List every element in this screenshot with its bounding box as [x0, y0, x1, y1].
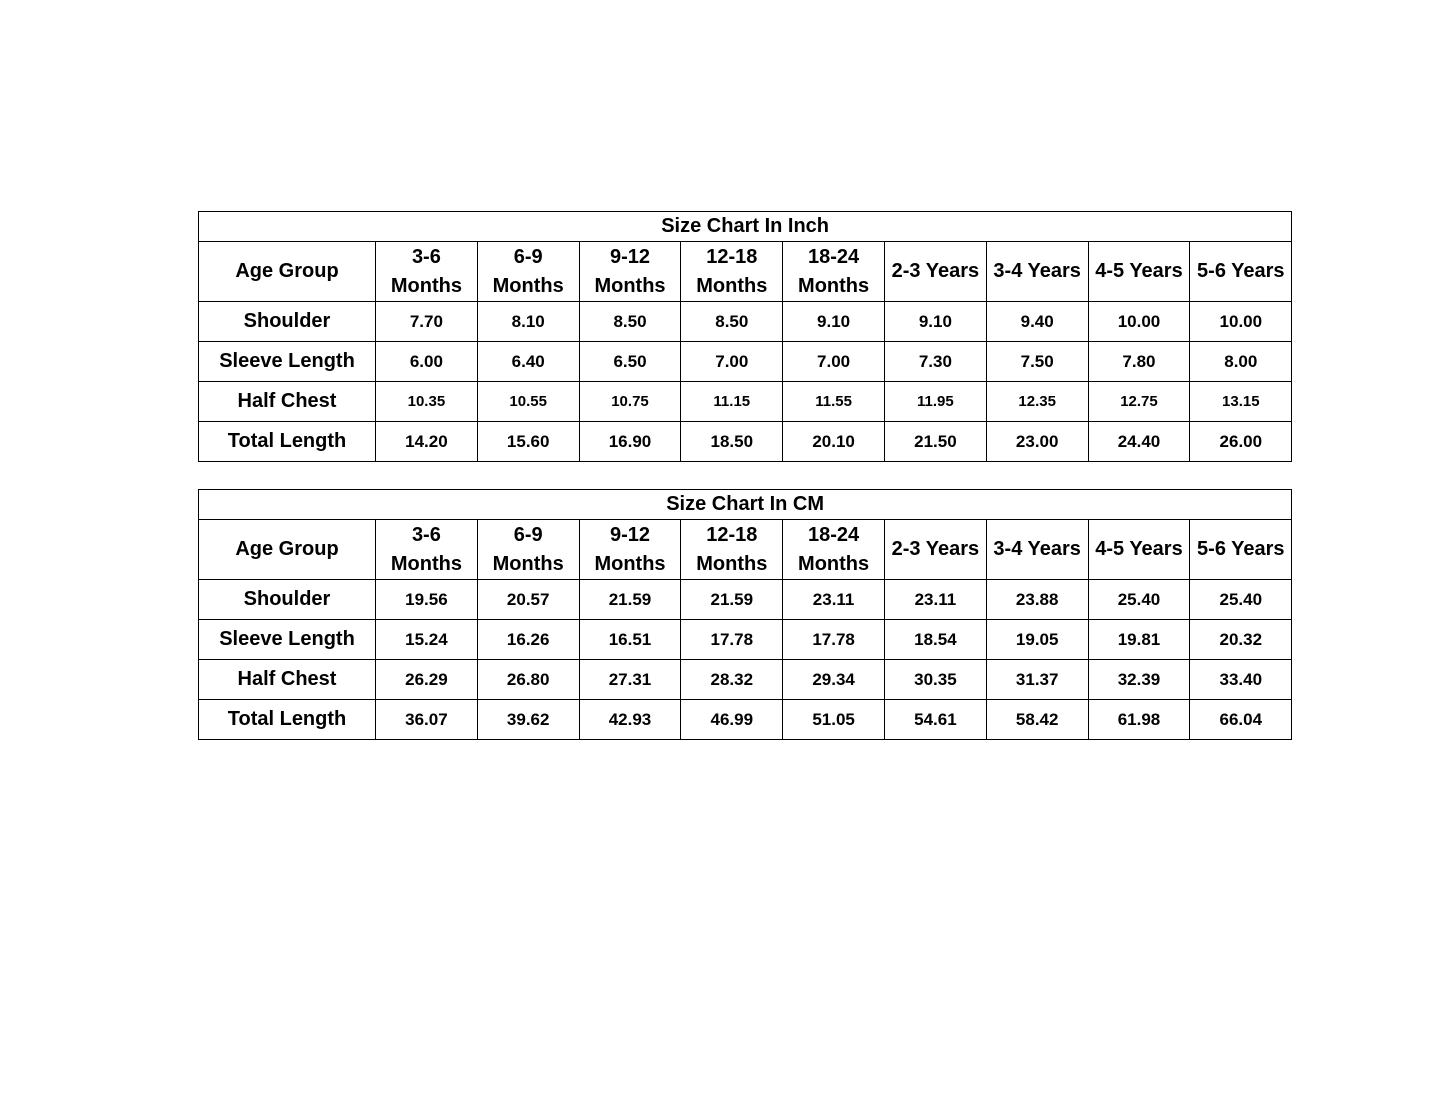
- table-row: [199, 620, 1292, 660]
- measurement-cell: 20.10: [783, 422, 885, 462]
- measurement-cell: 11.55: [783, 382, 885, 422]
- measurement-cell: 25.40: [1088, 580, 1190, 620]
- measurement-cell: 19.81: [1088, 620, 1190, 660]
- age-column-header: [783, 520, 885, 580]
- age-range-label: 9-12: [609, 245, 650, 268]
- measurement-cell: 17.78: [783, 620, 885, 660]
- measurement-cell: 27.31: [579, 660, 681, 700]
- measurement-cell: 9.10: [884, 302, 986, 342]
- age-unit-label: Months: [492, 274, 564, 297]
- size-chart-cm-table: [198, 489, 1292, 740]
- measurement-cell: 10.00: [1190, 302, 1292, 342]
- measurement-cell: 16.51: [579, 620, 681, 660]
- row-label: Shoulder: [199, 580, 376, 620]
- age-group-header: Age Group: [199, 520, 376, 580]
- measurement-cell: 16.26: [477, 620, 579, 660]
- measurement-cell: 8.50: [681, 302, 783, 342]
- age-unit-label: Months: [798, 552, 870, 575]
- age-column-header: [579, 520, 681, 580]
- age-column-header: [477, 242, 579, 302]
- measurement-cell: 32.39: [1088, 660, 1190, 700]
- measurement-cell: 66.04: [1190, 700, 1292, 740]
- table-row: [199, 342, 1292, 382]
- age-unit-label: Months: [696, 552, 768, 575]
- measurement-cell: 25.40: [1190, 580, 1292, 620]
- measurement-cell: 11.15: [681, 382, 783, 422]
- measurement-cell: 21.50: [884, 422, 986, 462]
- table-row: [199, 302, 1292, 342]
- measurement-cell: 10.55: [477, 382, 579, 422]
- measurement-cell: 18.50: [681, 422, 783, 462]
- measurement-cell: 31.37: [986, 660, 1088, 700]
- measurement-cell: 21.59: [579, 580, 681, 620]
- measurement-cell: 61.98: [1088, 700, 1190, 740]
- measurement-cell: 9.10: [783, 302, 885, 342]
- row-label: Half Chest: [199, 660, 376, 700]
- age-column-header: [681, 242, 783, 302]
- measurement-cell: 10.00: [1088, 302, 1190, 342]
- age-column-header: [579, 242, 681, 302]
- measurement-cell: 58.42: [986, 700, 1088, 740]
- table-row: [199, 382, 1292, 422]
- age-unit-label: Months: [492, 552, 564, 575]
- measurement-cell: 26.29: [376, 660, 478, 700]
- age-range-label: 18-24: [808, 245, 860, 268]
- measurement-cell: 23.11: [783, 580, 885, 620]
- age-unit-label: Months: [390, 274, 462, 297]
- age-column-header: [884, 242, 986, 302]
- age-column-header: [681, 520, 783, 580]
- measurement-cell: 20.57: [477, 580, 579, 620]
- measurement-cell: 21.59: [681, 580, 783, 620]
- age-range-label: 3-4 Years: [993, 538, 1081, 560]
- measurement-cell: 51.05: [783, 700, 885, 740]
- row-label: Sleeve Length: [199, 342, 376, 382]
- measurement-cell: 7.70: [376, 302, 478, 342]
- age-range-label: 12-18: [706, 523, 758, 546]
- measurement-cell: 10.75: [579, 382, 681, 422]
- measurement-cell: 8.50: [579, 302, 681, 342]
- age-column-header: [477, 520, 579, 580]
- age-range-label: 5-6 Years: [1197, 260, 1285, 282]
- age-column-header: [1190, 242, 1292, 302]
- table-row: [199, 700, 1292, 740]
- measurement-cell: 17.78: [681, 620, 783, 660]
- age-range-label: 4-5 Years: [1095, 260, 1183, 282]
- age-range-label: 5-6 Years: [1197, 538, 1285, 560]
- size-chart-inch-table: [198, 211, 1292, 462]
- table-title: Size Chart In CM: [199, 490, 1292, 520]
- age-range-label: 2-3 Years: [891, 260, 980, 282]
- age-column-header: [1088, 242, 1190, 302]
- row-label: Shoulder: [199, 302, 376, 342]
- measurement-cell: 15.24: [376, 620, 478, 660]
- age-column-header: [783, 242, 885, 302]
- measurement-cell: 13.15: [1190, 382, 1292, 422]
- age-range-label: 3-6: [411, 245, 441, 268]
- age-range-label: 3-6: [411, 523, 441, 546]
- measurement-cell: 12.35: [986, 382, 1088, 422]
- age-range-label: 12-18: [706, 245, 758, 268]
- measurement-cell: 18.54: [884, 620, 986, 660]
- age-range-label: 3-4 Years: [993, 260, 1081, 282]
- age-column-header: [1088, 520, 1190, 580]
- measurement-cell: 33.40: [1190, 660, 1292, 700]
- measurement-cell: 26.00: [1190, 422, 1292, 462]
- measurement-cell: 6.40: [477, 342, 579, 382]
- measurement-cell: 6.50: [579, 342, 681, 382]
- measurement-cell: 10.35: [376, 382, 478, 422]
- measurement-cell: 16.90: [579, 422, 681, 462]
- measurement-cell: 7.00: [681, 342, 783, 382]
- measurement-cell: 39.62: [477, 700, 579, 740]
- table-row: [199, 660, 1292, 700]
- row-label: Half Chest: [199, 382, 376, 422]
- measurement-cell: 28.32: [681, 660, 783, 700]
- table-row: [199, 422, 1292, 462]
- row-label: Total Length: [199, 700, 376, 740]
- measurement-cell: 42.93: [579, 700, 681, 740]
- measurement-cell: 7.80: [1088, 342, 1190, 382]
- measurement-cell: 23.11: [884, 580, 986, 620]
- measurement-cell: 7.50: [986, 342, 1088, 382]
- age-column-header: [376, 242, 478, 302]
- measurement-cell: 36.07: [376, 700, 478, 740]
- age-unit-label: Months: [696, 274, 768, 297]
- age-range-label: 18-24: [808, 523, 860, 546]
- table-title: Size Chart In Inch: [199, 212, 1292, 242]
- age-unit-label: Months: [594, 552, 666, 575]
- measurement-cell: 20.32: [1190, 620, 1292, 660]
- measurement-cell: 15.60: [477, 422, 579, 462]
- measurement-cell: 26.80: [477, 660, 579, 700]
- age-column-header: [986, 242, 1088, 302]
- measurement-cell: 12.75: [1088, 382, 1190, 422]
- measurement-cell: 19.56: [376, 580, 478, 620]
- age-unit-label: Months: [390, 552, 462, 575]
- age-range-label: 4-5 Years: [1095, 538, 1183, 560]
- row-label: Total Length: [199, 422, 376, 462]
- measurement-cell: 19.05: [986, 620, 1088, 660]
- measurement-cell: 9.40: [986, 302, 1088, 342]
- age-column-header: [986, 520, 1088, 580]
- measurement-cell: 46.99: [681, 700, 783, 740]
- age-column-header: [1190, 520, 1292, 580]
- age-unit-label: Months: [594, 274, 666, 297]
- measurement-cell: 11.95: [884, 382, 986, 422]
- measurement-cell: 23.00: [986, 422, 1088, 462]
- age-column-header: [884, 520, 986, 580]
- age-range-label: 9-12: [609, 523, 650, 546]
- measurement-cell: 7.00: [783, 342, 885, 382]
- age-group-header: Age Group: [199, 242, 376, 302]
- measurement-cell: 30.35: [884, 660, 986, 700]
- measurement-cell: 8.00: [1190, 342, 1292, 382]
- table-row: [199, 580, 1292, 620]
- age-column-header: [376, 520, 478, 580]
- measurement-cell: 7.30: [884, 342, 986, 382]
- measurement-cell: 6.00: [376, 342, 478, 382]
- measurement-cell: 14.20: [376, 422, 478, 462]
- measurement-cell: 54.61: [884, 700, 986, 740]
- age-range-label: 6-9: [513, 245, 543, 268]
- age-range-label: 2-3 Years: [891, 538, 980, 560]
- measurement-cell: 24.40: [1088, 422, 1190, 462]
- measurement-cell: 8.10: [477, 302, 579, 342]
- age-unit-label: Months: [798, 274, 870, 297]
- age-range-label: 6-9: [513, 523, 543, 546]
- measurement-cell: 29.34: [783, 660, 885, 700]
- measurement-cell: 23.88: [986, 580, 1088, 620]
- row-label: Sleeve Length: [199, 620, 376, 660]
